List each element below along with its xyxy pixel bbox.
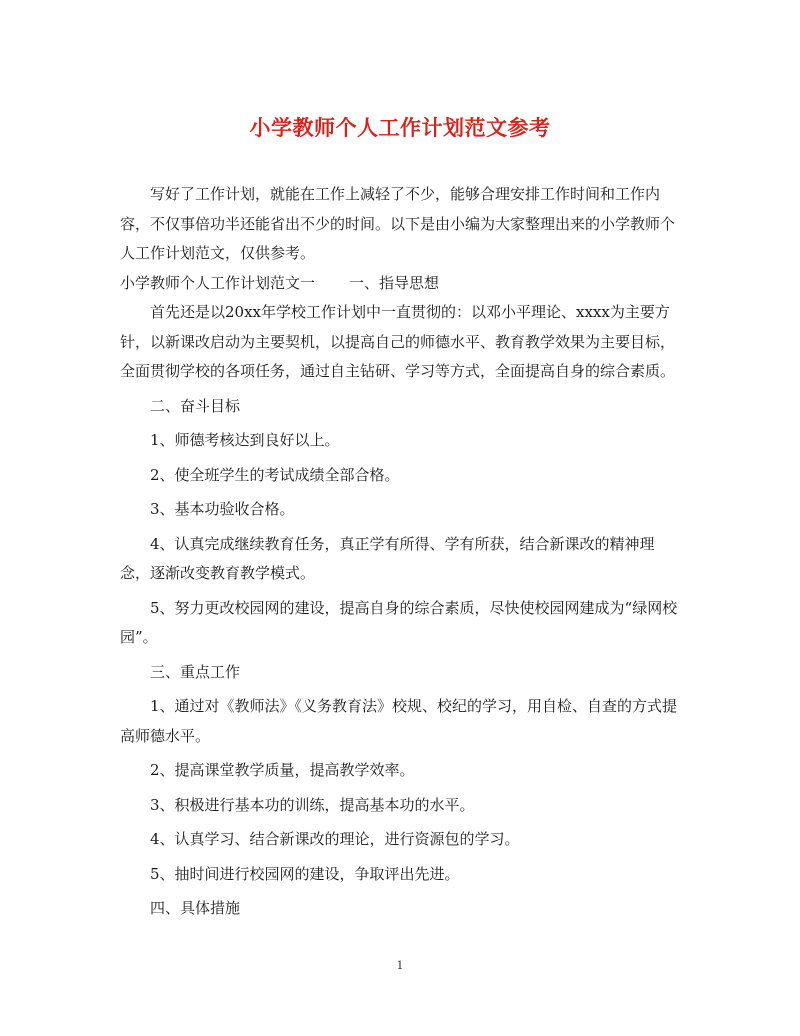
goal-item-1: 1、师德考核达到良好以上。: [150, 431, 340, 449]
document-title: 小学教师个人工作计划范文参考: [249, 115, 551, 140]
section-subheading: [120, 269, 684, 299]
goal-item-4: 4、认真完成继续教育任务，真正学有所得、学有所获，结合新课改的精神理念，逐渐改变教育教学模式。: [120, 534, 655, 582]
goal-item-3: 3、基本功验收合格。: [150, 500, 295, 518]
document-body: [120, 180, 684, 924]
page-number: 1: [396, 959, 404, 972]
section-guiding-ideology-heading: 一、指导思想: [349, 273, 440, 292]
goal-item-5: 5、努力更改校园网的建设，提高自身的综合素质，尽快使校园网建成为“绿网校园”。: [120, 598, 678, 646]
section-goals-heading: 二、奋斗目标: [150, 396, 241, 415]
goal-item-2: 2、使全班学生的考试成绩全部合格。: [150, 465, 400, 484]
key-work-item-3: 3、积极进行基本功的训练，提高基本功的水平。: [150, 795, 475, 814]
key-work-item-5: 5、抽时间进行校园网的建设，争取评出先进。: [150, 864, 460, 883]
sample-heading: 小学教师个人工作计划范文一: [120, 273, 316, 292]
key-work-item-2: 2、提高课堂教学质量，提高教学效率。: [150, 761, 415, 779]
key-work-item-4: 4、认真学习、结合新课改的理论，进行资源包的学习。: [150, 830, 520, 848]
guiding-ideology-paragraph: 首先还是以20xx年学校工作计划中一直贯彻的：以邓小平理论、xxxx为主要方针，以新课改启动为主要契机，以提高自己的师德水平、教育教学效果为主要目标，全面贯彻学校的各项任务，通过自主钻研、学习等方式，全面提高自身的综合素质。: [120, 303, 676, 380]
section-measures-heading: 四、具体措施: [150, 899, 241, 917]
section-key-work-heading: 三、重点工作: [150, 662, 241, 681]
intro-paragraph: 写好了工作计划，就能在工作上减轻了不少，能够合理安排工作时间和工作内容，不仅事倍功半还能省出不少的时间。以下是由小编为大家整理出来的小学教师个人工作计划范文，仅供参考。: [120, 185, 676, 262]
key-work-item-1: 1、通过对《教师法》《义务教育法》校规、校纪的学习，用自检、自查的方式提高师德水平。: [120, 697, 678, 745]
